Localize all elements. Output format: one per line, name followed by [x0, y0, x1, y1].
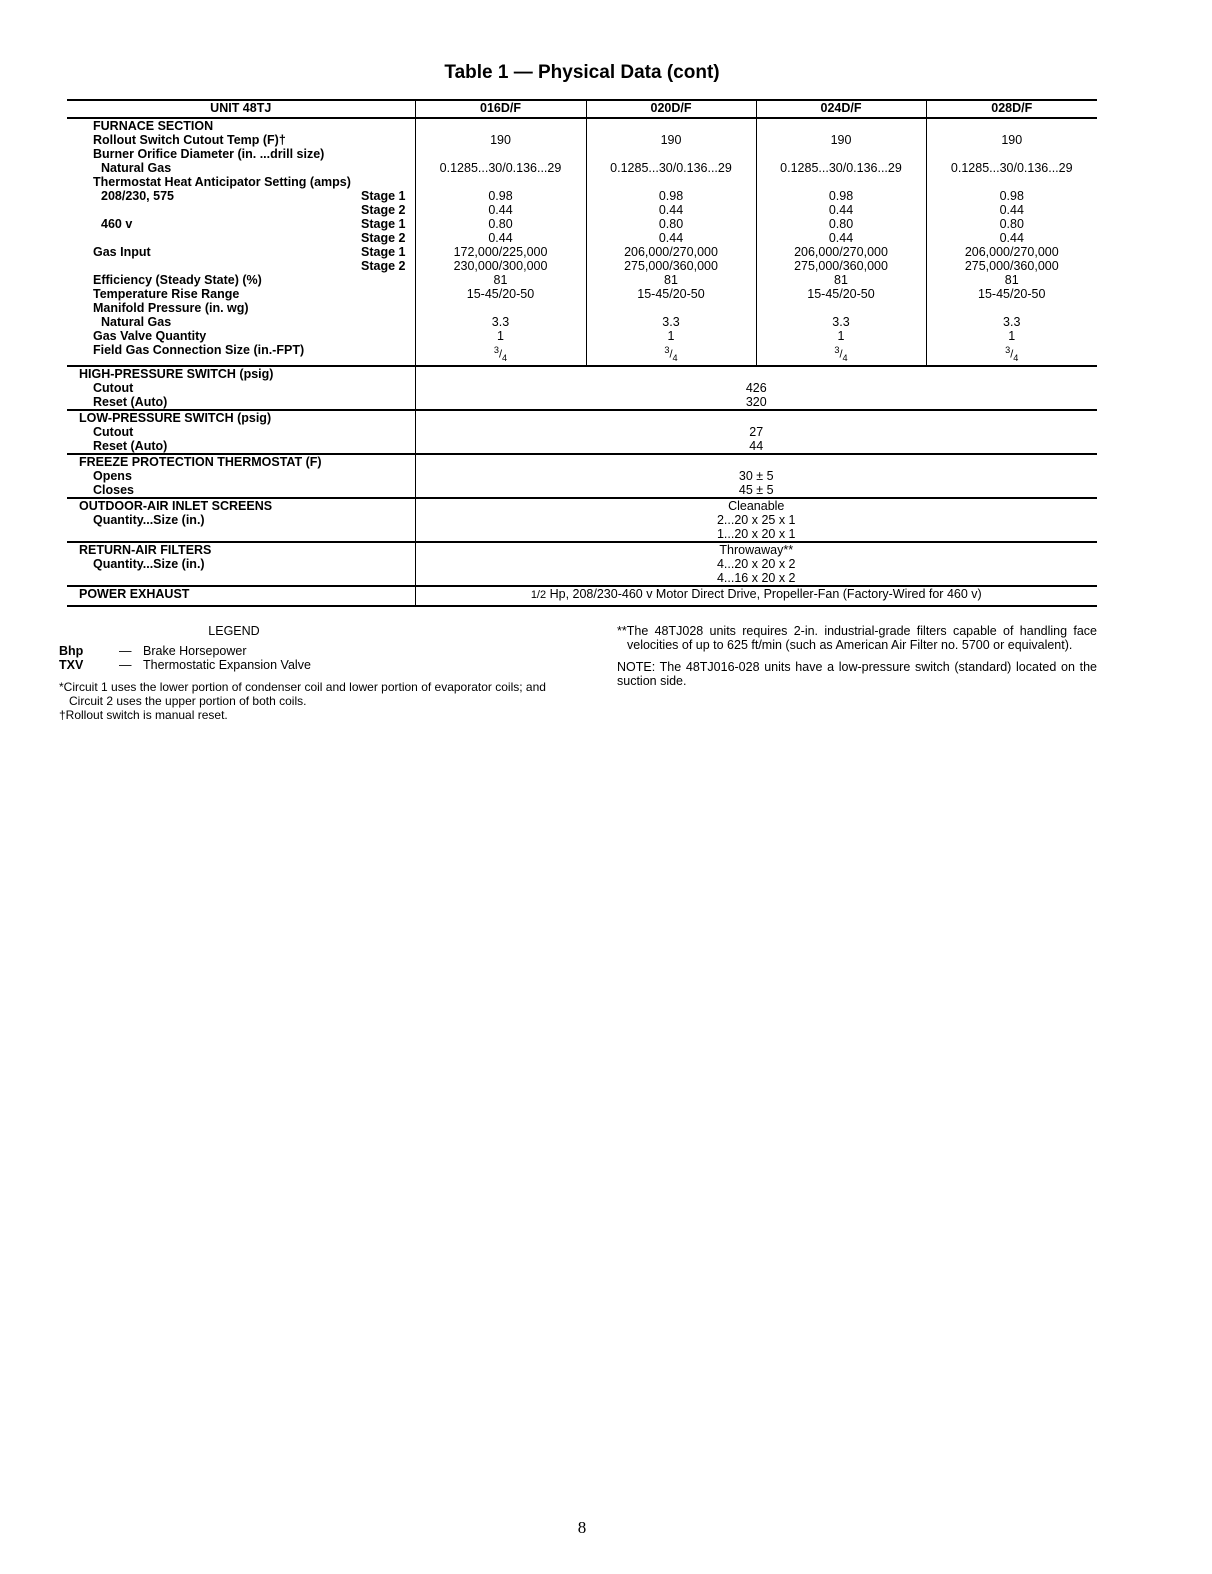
- row-label: Field Gas Connection Size (in.-FPT): [93, 343, 305, 357]
- table-cell: 81: [834, 273, 848, 287]
- row-label: Gas Valve Quantity: [93, 329, 207, 343]
- table-cell: 1/2: [530, 588, 547, 601]
- table-row: [67, 586, 1097, 606]
- table-cell: 0.80: [658, 217, 684, 231]
- header-model: 020D/F: [586, 100, 756, 118]
- table-cell: 30 ± 5: [738, 468, 774, 483]
- table-cell: 45 ± 5: [738, 482, 774, 497]
- table-cell: 275,000/360,000: [794, 259, 888, 273]
- section-label: HIGH-PRESSURE SWITCH (psig): [79, 366, 274, 381]
- table-cell: 15-45/20-50: [807, 287, 875, 301]
- table-cell: 426: [745, 380, 767, 395]
- table-cell: 206,000/270,000: [794, 245, 888, 259]
- header-model: 028D/F: [926, 100, 1097, 118]
- table-cell: 0.80: [488, 217, 513, 231]
- row-label: Cutout: [93, 424, 134, 439]
- legend-abbr: Bhp: [59, 644, 84, 658]
- notes: [617, 624, 1097, 696]
- section-label: OUTDOOR-AIR INLET SCREENS: [79, 498, 273, 513]
- table-cell: 190: [830, 133, 852, 147]
- table-cell: 0.44: [828, 231, 854, 245]
- legend-dash: —: [119, 658, 132, 672]
- table-cell: 0.44: [999, 231, 1024, 245]
- table-cell: 0.44: [999, 203, 1024, 217]
- table-cell: 15-45/20-50: [978, 287, 1046, 301]
- table-cell: 1...20 x 20 x 1: [716, 526, 796, 541]
- table-cell: 275,000/360,000: [964, 259, 1059, 273]
- stage-label: Stage 2: [361, 231, 406, 245]
- table-row: [67, 118, 1097, 147]
- header-model: 016D/F: [415, 100, 586, 118]
- row-label: Manifold Pressure (in. wg): [93, 301, 249, 315]
- table-cell: 81: [493, 273, 508, 287]
- header-model: 024D/F: [756, 100, 926, 118]
- footnote: †Rollout switch is manual reset.: [59, 708, 228, 722]
- table-row: [67, 147, 1097, 175]
- table-cell: $^3/_4$: [664, 345, 678, 363]
- table-cell: 0.44: [488, 203, 513, 217]
- table-cell: 0.1285...30/0.136...29: [780, 161, 902, 175]
- stage-label: Stage 2: [361, 203, 406, 217]
- table-cell: 0.44: [658, 203, 684, 217]
- table-cell: 3.3: [662, 315, 680, 329]
- table-cell: $^3/_4$: [834, 345, 848, 363]
- table-row: [67, 454, 1097, 498]
- table-title: Table 1 — Physical Data (cont): [444, 62, 720, 83]
- row-label: Efficiency (Steady State) (%): [93, 273, 262, 287]
- row-label: Natural Gas: [101, 161, 172, 175]
- table-cell: 81: [1004, 273, 1019, 287]
- table-cell: Hp, 208/230-460 v Motor Direct Drive, Propeller-Fan (Factory-Wired for 460 v): [549, 586, 982, 601]
- table-cell: 230,000/300,000: [453, 259, 548, 273]
- table-cell: 1: [497, 329, 504, 343]
- table-cell: 206,000/270,000: [624, 245, 718, 259]
- table-cell: 172,000/225,000: [453, 245, 548, 259]
- stage-label: Stage 1: [361, 189, 406, 203]
- stage-label: Stage 2: [361, 259, 406, 273]
- row-label: Thermostat Heat Anticipator Setting (amps): [93, 175, 351, 189]
- table-cell: 0.1285...30/0.136...29: [439, 161, 562, 175]
- table-cell: Throwaway**: [719, 542, 794, 557]
- table-cell: 1: [837, 329, 845, 343]
- legend-desc: Brake Horsepower: [143, 644, 247, 658]
- table-cell: 320: [745, 394, 767, 409]
- table-cell: 4...20 x 20 x 2: [716, 556, 796, 571]
- table-cell: 1: [1008, 329, 1016, 343]
- legend-item: [59, 644, 559, 658]
- table-cell: 0.80: [828, 217, 854, 231]
- table-cell: 190: [1001, 133, 1023, 147]
- table-cell: 190: [660, 133, 682, 147]
- table-cell: 1: [667, 329, 675, 343]
- table-cell: $^3/_4$: [1005, 345, 1019, 363]
- footnotes: [59, 680, 559, 722]
- row-label: 208/230, 575: [101, 189, 174, 203]
- legend-title: LEGEND: [208, 624, 260, 638]
- section-label: FREEZE PROTECTION THERMOSTAT (F): [79, 454, 322, 469]
- table-row: [67, 410, 1097, 454]
- row-label: Cutout: [93, 380, 134, 395]
- table-row: [67, 175, 1097, 273]
- row-label: Burner Orifice Diameter (in. ...drill size): [93, 147, 325, 161]
- section-label: POWER EXHAUST: [79, 586, 190, 601]
- table-cell: 0.98: [658, 189, 684, 203]
- table-row: [67, 273, 1097, 366]
- row-label: Quantity...Size (in.): [93, 556, 205, 571]
- table-cell: 3.3: [1003, 315, 1021, 329]
- section-label: FURNACE SECTION: [93, 119, 214, 133]
- row-label: Reset (Auto): [93, 394, 168, 409]
- table-row: [67, 542, 1097, 586]
- table-cell: 0.98: [488, 189, 513, 203]
- row-label: Opens: [93, 468, 132, 483]
- legend-abbr: TXV: [59, 658, 84, 672]
- row-label: Gas Input: [93, 245, 151, 259]
- table-cell: 3.3: [832, 315, 850, 329]
- note: NOTE: The 48TJ016-028 units have a low-pressure switch (standard) located on the suction side.: [617, 660, 1097, 688]
- table-cell: 15-45/20-50: [637, 287, 705, 301]
- table-cell: 15-45/20-50: [466, 287, 535, 301]
- table-cell: 275,000/360,000: [624, 259, 718, 273]
- filter-note: **The 48TJ028 units requires 2-in. industrial-grade filters capable of handling face velocities of up to 625 ft/min (such as American Air Filter no. 5700 or equivalent).: [617, 624, 1097, 652]
- table-cell: 0.98: [999, 189, 1024, 203]
- table-cell: 190: [490, 133, 511, 147]
- table-cell: 0.80: [999, 217, 1024, 231]
- table-header-row: [67, 100, 1097, 118]
- section-label: RETURN-AIR FILTERS: [79, 542, 212, 557]
- page-number: 8: [577, 1518, 587, 1537]
- table-cell: 0.1285...30/0.136...29: [950, 161, 1073, 175]
- row-label: Temperature Rise Range: [93, 287, 240, 301]
- legend-dash: —: [119, 644, 132, 658]
- legend-item: [59, 658, 559, 672]
- table-cell: 4...16 x 20 x 2: [716, 570, 796, 585]
- physical-data-table: [67, 99, 1097, 607]
- table-cell: 81: [664, 273, 678, 287]
- footnote: *Circuit 1 uses the lower portion of condenser coil and lower portion of evaporator coils; and Circuit 2 uses the upper portion of both coils.: [59, 680, 546, 708]
- legend-desc: Thermostatic Expansion Valve: [143, 658, 311, 672]
- row-label: Natural Gas: [101, 315, 172, 329]
- table-cell: 0.44: [828, 203, 854, 217]
- row-label: Rollout Switch Cutout Temp (F)†: [93, 133, 286, 147]
- table-cell: Cleanable: [728, 498, 785, 513]
- stage-label: Stage 1: [361, 245, 406, 259]
- table-cell: 0.98: [828, 189, 854, 203]
- row-label: Closes: [93, 482, 134, 497]
- header-unit: UNIT 48TJ: [67, 100, 415, 118]
- row-label: Reset (Auto): [93, 438, 168, 453]
- table-cell: 206,000/270,000: [964, 245, 1059, 259]
- table-cell: 27: [749, 424, 764, 439]
- legend: [59, 624, 559, 722]
- table-cell: 2...20 x 25 x 1: [716, 512, 796, 527]
- row-label: 460 v: [101, 217, 133, 231]
- table-cell: 44: [749, 438, 764, 453]
- table-cell: 0.44: [488, 231, 513, 245]
- stage-label: Stage 1: [361, 217, 406, 231]
- table-cell: 0.44: [658, 231, 684, 245]
- table-cell: $^3/_4$: [493, 345, 508, 363]
- table-cell: 3.3: [491, 315, 510, 329]
- table-cell: 0.1285...30/0.136...29: [610, 161, 732, 175]
- table-row: [67, 498, 1097, 542]
- table-row: [67, 366, 1097, 410]
- section-label: LOW-PRESSURE SWITCH (psig): [79, 410, 272, 425]
- row-label: Quantity...Size (in.): [93, 512, 205, 527]
